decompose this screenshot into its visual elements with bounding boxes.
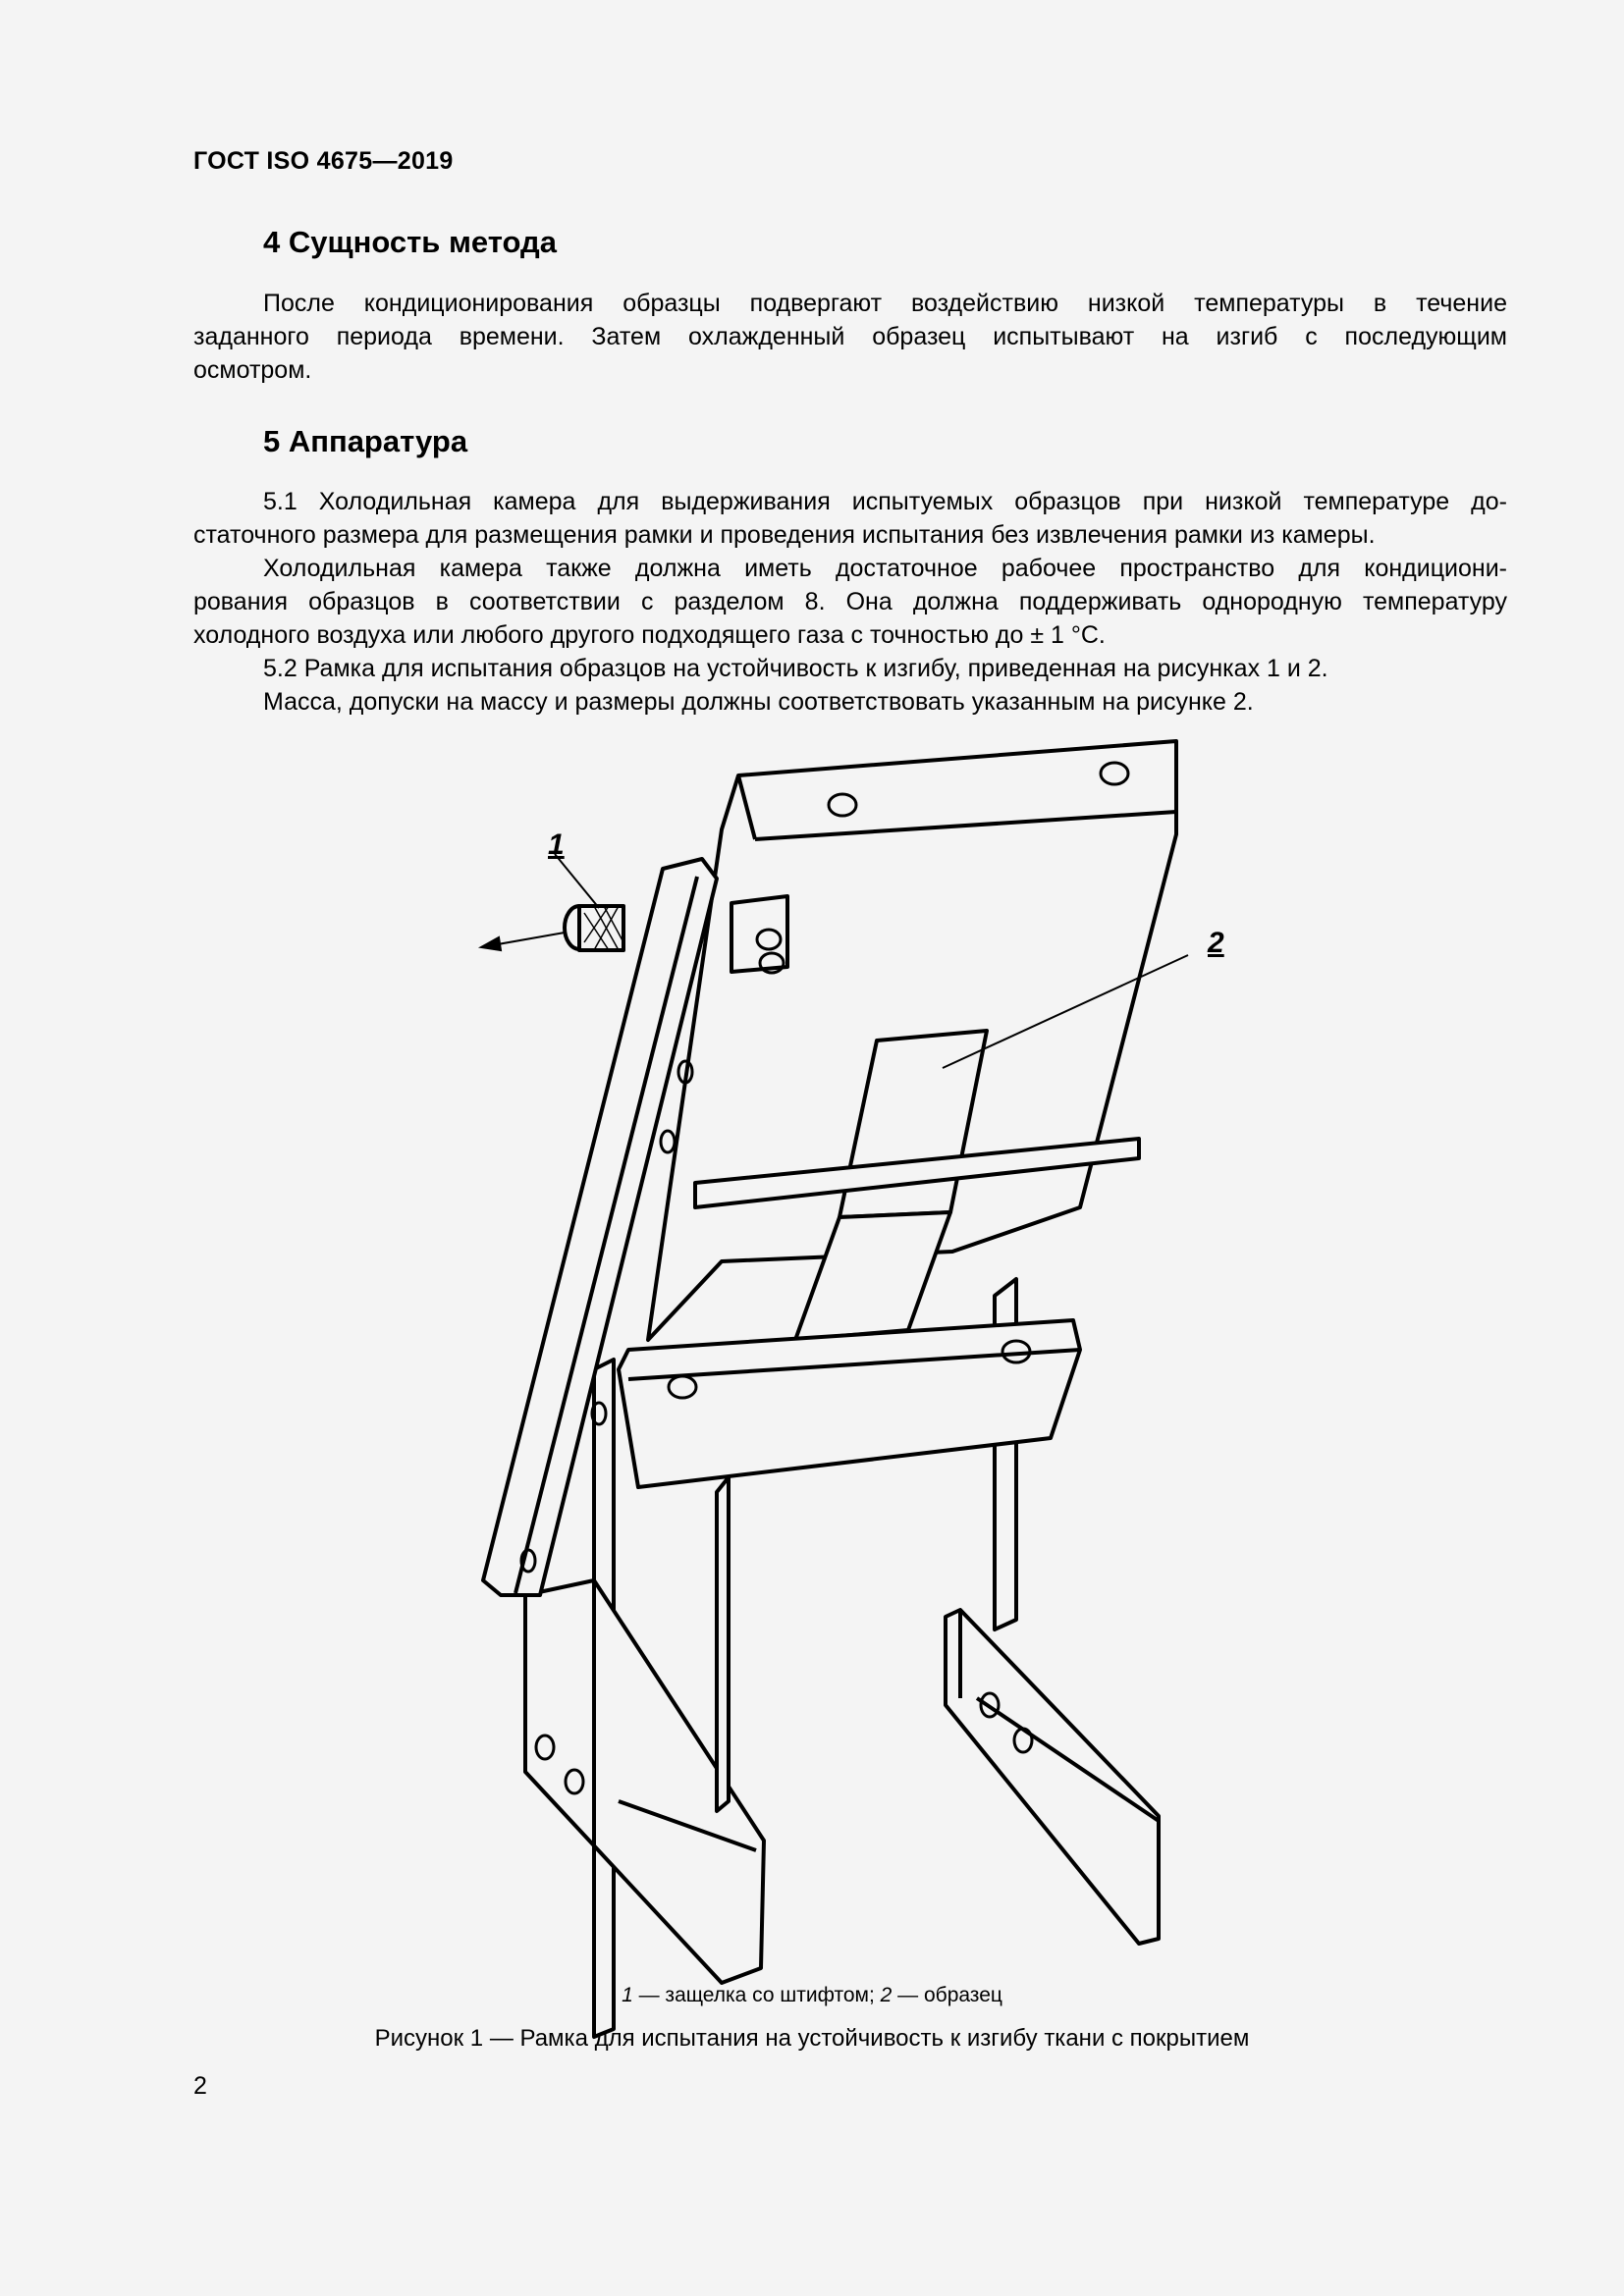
callout-1-label: 1 xyxy=(548,828,565,861)
section-5-line: рования образцов в соответствии с разделом 8. Она должна поддерживать однородную температуру xyxy=(193,588,1507,615)
section-5-line xyxy=(193,652,1507,685)
bend-test-frame-illustration xyxy=(471,741,1224,1978)
section-5-line: статочного размера для размещения рамки и проведения испытания без извлечения рамки из камеры. xyxy=(193,521,1376,549)
page-number: 2 xyxy=(193,2072,207,2100)
section-4-line xyxy=(193,287,1507,320)
section-5-1-paragraph xyxy=(193,485,1507,719)
section-4-line: осмотром. xyxy=(193,356,312,384)
frame-leg-right xyxy=(717,1477,729,1811)
section-5-2-text: 5.2 Рамка для испытания образцов на устойчивость к изгибу, приведенная на рисунках 1 и 2. xyxy=(263,655,1328,682)
section-5-line xyxy=(193,552,1507,585)
section-5-line xyxy=(193,485,1507,518)
section-5-line-text: Холодильная камера также должна иметь достаточное рабочее пространство для кондициони- xyxy=(263,555,1507,582)
section-4-line-text: После кондиционирования образцы подвергают воздействию низкой температуры в течение xyxy=(263,290,1507,317)
legend-item-2-text: — образец xyxy=(892,1984,1002,2006)
section-5-heading: 5 Аппаратура xyxy=(263,424,468,458)
legend-item-1-text: — защелка со штифтом; xyxy=(632,1984,881,2006)
section-4-line: заданного периода времени. Затем охлажденный образец испытывают на изгиб с последующим xyxy=(193,323,1507,350)
section-4-paragraph xyxy=(193,287,1507,387)
callout-2-label: 2 xyxy=(1208,927,1224,959)
figure-1-drawing xyxy=(471,741,1224,1978)
figure-caption: Рисунок 1 — Рамка для испытания на устойчивость к изгибу ткани с покрытием xyxy=(374,2025,1250,2052)
screw-hole xyxy=(661,1131,675,1152)
section-5-line: холодного воздуха или любого другого подходящего газа с точностью до ± 1 °C. xyxy=(193,621,1106,649)
section-5-line xyxy=(193,685,1507,719)
pin-knob-body xyxy=(579,906,623,950)
section-5-line-text: 5.1 Холодильная камера для выдерживания испытуемых образцов при низкой температуре до- xyxy=(263,488,1507,515)
legend-item-2-number: 2 xyxy=(880,1984,893,2006)
callout-1-leader xyxy=(555,854,599,908)
frame-foot-right xyxy=(946,1610,1159,1944)
figure-legend xyxy=(0,1984,1624,2007)
document-header: ГОСТ ISO 4675—2019 xyxy=(193,147,454,175)
legend-item-1-number: 1 xyxy=(622,1984,633,2006)
section-4-heading: 4 Сущность метода xyxy=(263,225,557,259)
section-5-mass-text: Масса, допуски на массу и размеры должны соответствовать указанным на рисунке 2. xyxy=(263,688,1254,716)
